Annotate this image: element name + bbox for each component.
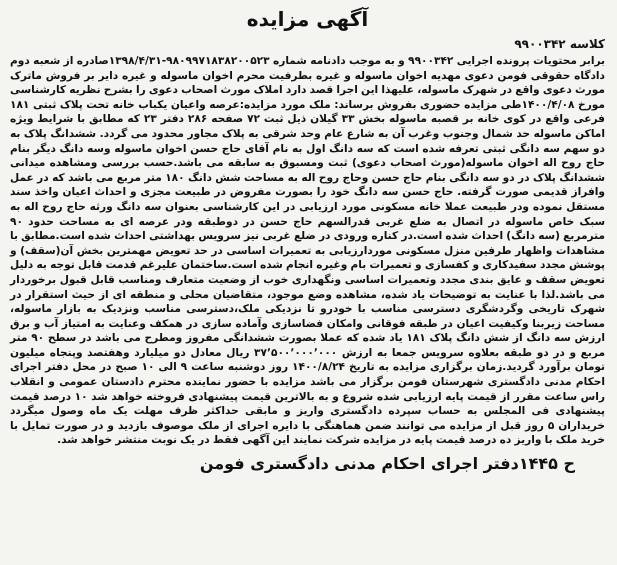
- signature: ح ۱۴۴۵دفتر اجرای احکام مدنی دادگستری فومن: [199, 454, 575, 474]
- case-number: کلاسه ۹۹۰۰۳۴۲: [514, 37, 605, 51]
- notice-title: آگهی مزایده: [246, 7, 369, 31]
- notice-body: برابر محتویات پرونده اجرایی ۹۹۰۰۳۴۲ و به موجب دادنامه شماره ۹۸۰۹۹۷۱۸۳۸۲۰۰۵۲۳-۱۳۹۸/۴/۳۱صادره از شعبه دوم دادگاه حقوقی فومن دعوی مهدیه اخوان ماسوله و غیره بطرفیت محرم اخوان ماسوله و غیره دایر بر فروش ماترک مورث دعوی واقع در شهرک ماسوله، علیهذا این اجرا قصد دارد املاک مورث اصحاب دعوی را بشرح نظریه کارشناسی مورخ ۱۴۰۰/۴/۰۸طی مزایده حضوری بفروش برساند: ملک مورد مزایده:عرصه واعیان یکباب خانه تحت پلاک ثبتی ۱۸۱ فرعی واقع در کوی خانه بر قصبه ماسوله بخش ۳۳ گیلان ذیل ثبت ۷۲ صفحه ۲۸۶ دفتر ۲۳ که مطابق با شرایط ویژه اماکن ماسوله حد شمال وجنوب وغرب آن به شارع عام وحد شرقی به پلاک مجاور محدود می گردد. ششدانگ پلاک به دو سهم سه دانگی ثبتی تعرفه شده است که سه دانگ اول به نام آقای حاج حسن اخوان ماسوله وسه دانگ دیگر بنام حاج روح اله اخوان ماسوله(مورث اصحاب دعوی) ثبت ومسبوق به سابقه می باشد.حسب بررسی ومشاهده میدانی ششدانگ پلاک در دو سه دانگی بنام حاج حسن وحاج روح اله به مساحت شش دانگ ۱۸۰ متر مربع می باشد که در عمل وافراز قدیمی صورت گرفته. حاج حسن سه دانگ خود را بصورت مفروض در طبیعت مجزی و احداث اعیان واخذ سند مستقل نموده ودر طبیعت عملا خانه مسکونی مورد ارزیابی در این کارشناسی بعنوان سه دانگ ورثه حاج روح اله به سبک خاص ماسوله در اتصال به ضلع غربی قدرالسهم حاج حسن در دوطبقه ودر عرصه ای به مساحت حدود ۹۰ مترمربع (سه دانگ) احداث شده است.در کناره ورودی در ضلع غربی نیز سرویس بهداشتی احداث شده است.مطابق با مشاهدات واظهار طرفین منزل مسکونی موردارزیابی به تعمیرات اساسی در حد تعویض مهمترین بخش آن(سقف) و پوشش مجدد سفیدکاری و کفسازی و تعمیرات بام وغیره انجام شده است.ساختمان علیرغم قدمت قابل توجه به دلیل تعویض سقف و عایق بندی مجدد وتعمیرات اساسی ونگهداری خوب از وضعیت متعارف ومناسب قابل قبول برخوردار می باشد.لذا با عنایت به توضیحات یاد شده، مشاهده وضع موجود، متقاضیان محلی و منطقه ای از حیث استقرار در شهرک تاریخی وگردشگری دسترسی مناسب با خودرو تا نزدیکی ملک،دسترسی مناسب ونزدیک به بازار ماسوله، مساحت زیربنا وکیفیت اعیان در طبقه فوقانی وامکان فضاسازی وآماده سازی در همکف وعنایت به امتیاز آب و برق ارزش سه دانگ از شش دانگ پلاک ۱۸۱ یاد شده که عملا بصورت ششدانگی مفروز ومطرح می باشد در سطح ۹۰ متر مربع و در دو طبقه بعلاوه سرویس جمعا به ارزش ۳۷٬۵۰۰٬۰۰۰٬۰۰۰ ریال معادل دو میلیارد وهفتصد وپنجاه میلیون تومان برآورد گردید.زمان برگزاری مزایده به تاریخ ۱۴۰۰/۸/۲۴ روز دوشنبه ساعت ۹ الی ۱۰ صبح در محل دفتر اجرای احکام مدنی دادگستری شهرستان فومن برگزار می باشد مزایده با حضور نماینده محترم دادستان عمومی و انقلاب راس ساعت مقرر از قیمت پایه ارزیابی شده شروع و به بالاترین قیمت پیشنهادی فروخته خواهد شد ۱۰ درصد قیمت پیشنهادی فی المجلس به حساب سپرده دادگستری واریز و مابقی حداکثر ظرف مهلت یک ماه وصول میگردد خریداران ۵ روز قبل از مزایده می توانند ضمن هماهنگی با دایره اجرای از ملک موصوف بازدید و در صورت تمایل با خرید ملک با واریز ده درصد قیمت پایه در مزایده شرکت نمایند این آگهی فقط در یک نوبت منتشر خواهد شد.: [10, 55, 606, 447]
